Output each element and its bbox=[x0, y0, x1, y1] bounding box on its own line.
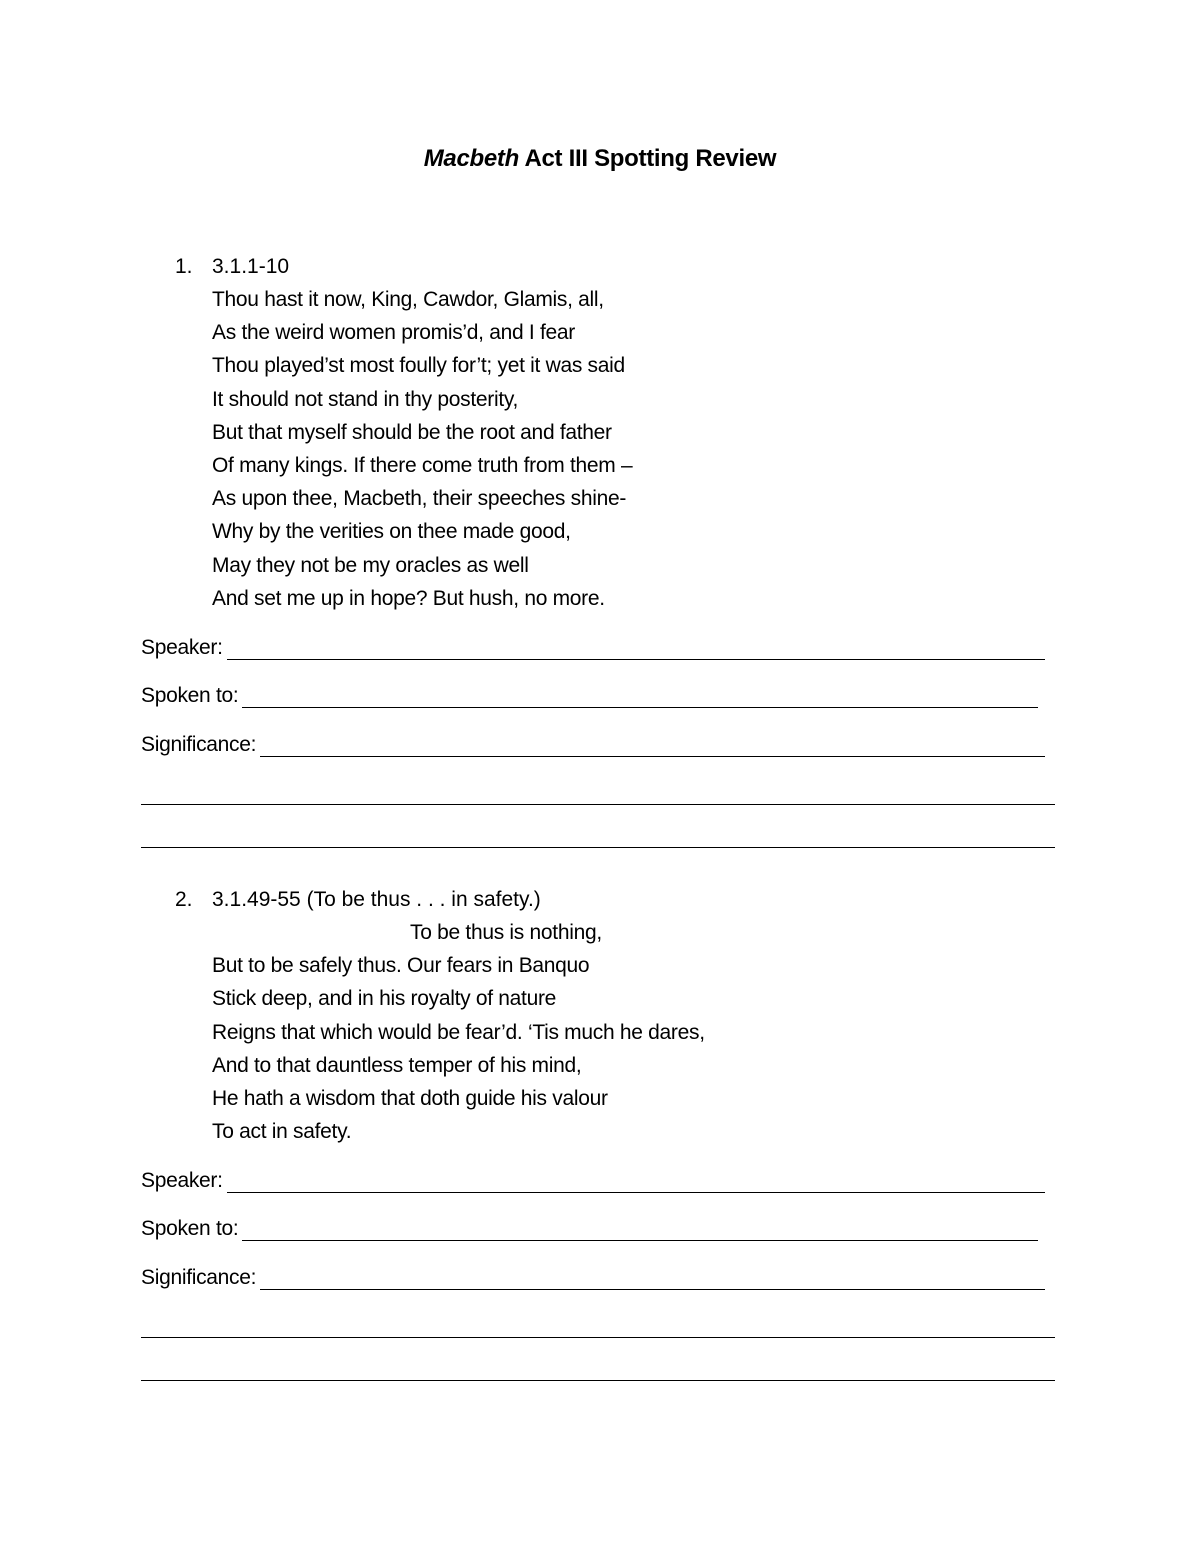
question-number: 2. bbox=[175, 888, 193, 911]
passage-line: Why by the verities on thee made good, bbox=[212, 520, 571, 544]
spoken-to-label: Spoken to: bbox=[141, 684, 239, 707]
page-title bbox=[0, 144, 1200, 174]
passage-line: As upon thee, Macbeth, their speeches shine- bbox=[212, 487, 627, 511]
passage-line-indented: To be thus is nothing, bbox=[410, 921, 602, 944]
answer-line[interactable] bbox=[141, 1380, 1055, 1381]
speaker-label: Speaker: bbox=[141, 1169, 223, 1192]
answer-line[interactable] bbox=[141, 847, 1055, 848]
passage-line: As the weird women promis’d, and I fear bbox=[212, 321, 575, 345]
passage-line: But that myself should be the root and father bbox=[212, 420, 612, 444]
passage-line: May they not be my oracles as well bbox=[212, 553, 529, 577]
title-rest: Act III Spotting Review bbox=[518, 145, 777, 172]
question-number: 1. bbox=[175, 255, 193, 278]
passage-line: Thou hast it now, King, Cawdor, Glamis, all, bbox=[212, 288, 604, 311]
answer-line[interactable] bbox=[141, 804, 1055, 805]
significance-field bbox=[141, 1262, 1045, 1294]
passage-line: Stick deep, and in his royalty of nature bbox=[212, 987, 557, 1011]
passage-line: Reigns that which would be fear’d. ‘Tis much he dares, bbox=[212, 1020, 705, 1044]
spoken-to-field bbox=[141, 1213, 1038, 1245]
significance-blank[interactable] bbox=[260, 732, 1045, 757]
significance-blank[interactable] bbox=[260, 1265, 1045, 1290]
spoken-to-blank[interactable] bbox=[242, 683, 1038, 708]
passage-line: But to be safely thus. Our fears in Banquo bbox=[212, 954, 590, 978]
answer-line[interactable] bbox=[141, 1337, 1055, 1338]
speaker-blank[interactable] bbox=[227, 1168, 1045, 1193]
spoken-to-blank[interactable] bbox=[242, 1216, 1038, 1241]
question-reference: 3.1.1-10 bbox=[212, 255, 290, 278]
spoken-to-field bbox=[141, 680, 1038, 712]
passage-line: Of many kings. If there come truth from them – bbox=[212, 453, 633, 477]
speaker-field bbox=[141, 632, 1045, 664]
speaker-label: Speaker: bbox=[141, 636, 223, 659]
passage-line: He hath a wisdom that doth guide his valour bbox=[212, 1086, 608, 1110]
significance-label: Significance: bbox=[141, 1266, 257, 1289]
title-play-name: Macbeth bbox=[423, 145, 519, 172]
passage-line: And to that dauntless temper of his mind, bbox=[212, 1053, 582, 1077]
significance-field bbox=[141, 729, 1045, 761]
significance-label: Significance: bbox=[141, 733, 257, 756]
speaker-blank[interactable] bbox=[227, 635, 1045, 660]
speaker-field bbox=[141, 1165, 1045, 1197]
passage-line: And set me up in hope? But hush, no more. bbox=[212, 586, 605, 610]
question-reference: 3.1.49-55 (To be thus . . . in safety.) bbox=[212, 888, 541, 911]
spoken-to-label: Spoken to: bbox=[141, 1217, 239, 1240]
quoted-passage bbox=[212, 283, 632, 615]
passage-line: To act in safety. bbox=[212, 1120, 352, 1144]
passage-line: Thou played’st most foully for’t; yet it was said bbox=[212, 354, 625, 378]
quoted-passage bbox=[212, 916, 705, 1148]
passage-line: It should not stand in thy posterity, bbox=[212, 387, 519, 411]
